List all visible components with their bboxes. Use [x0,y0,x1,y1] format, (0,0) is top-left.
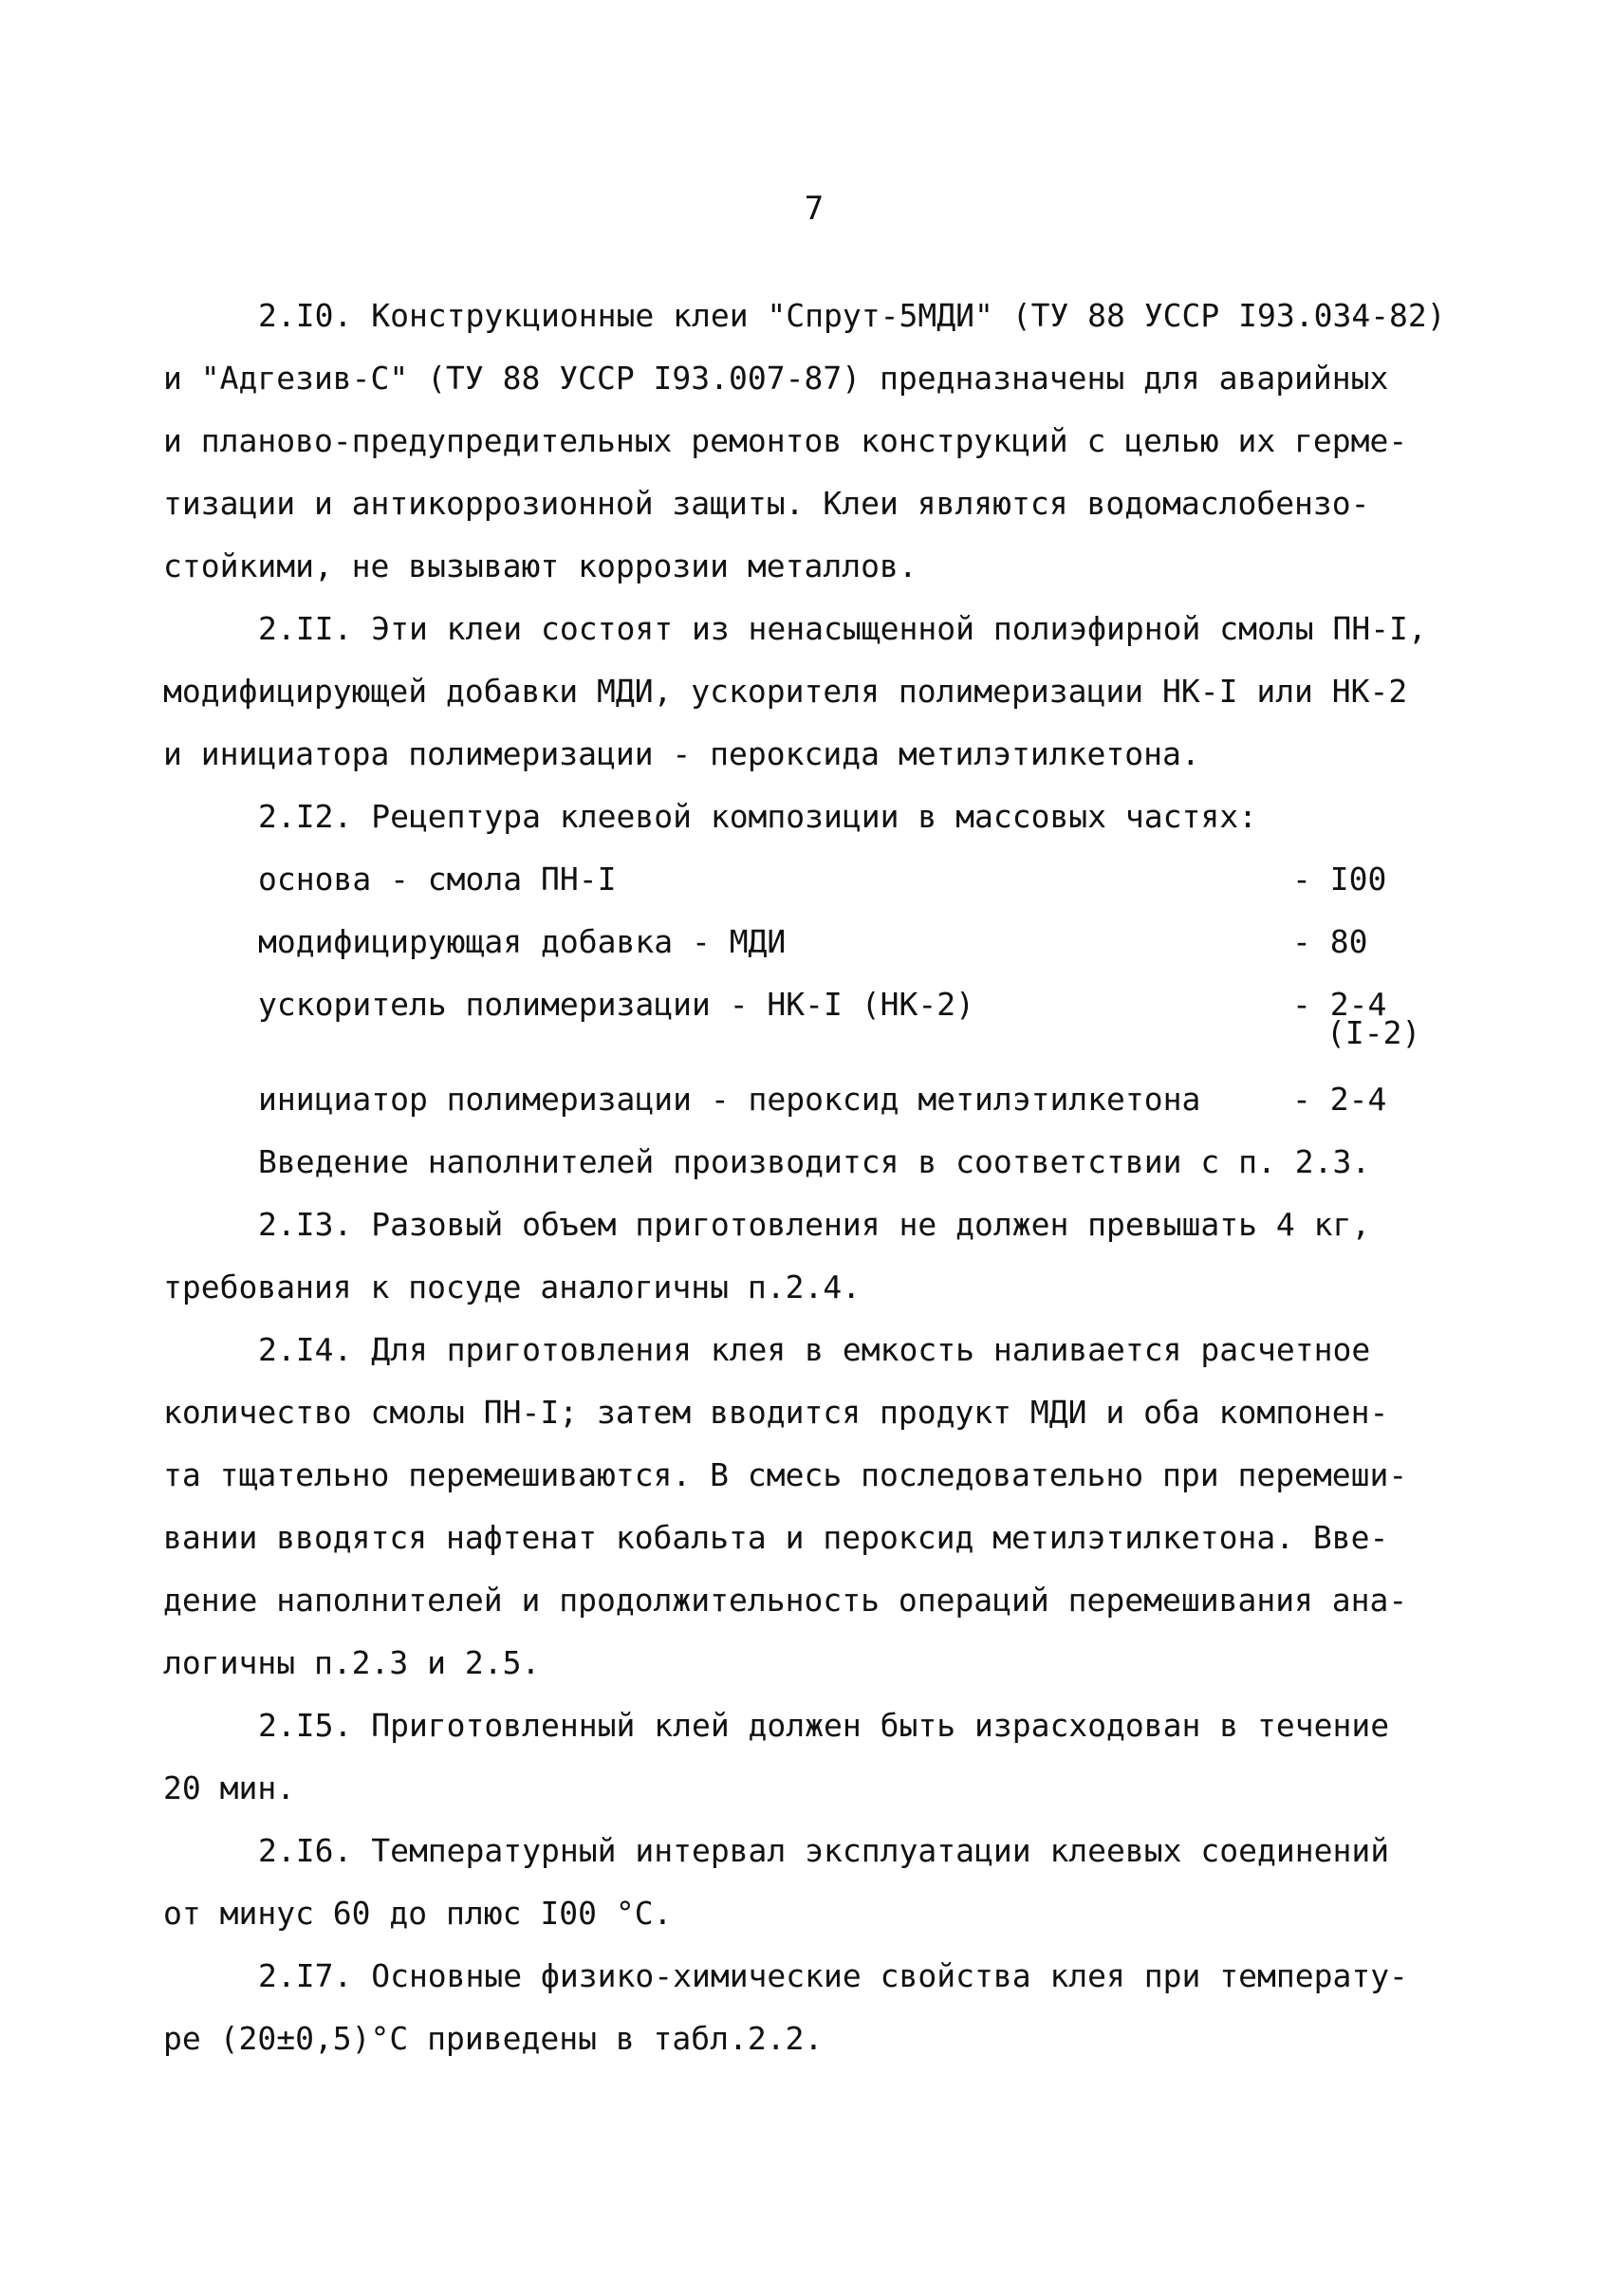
paragraph-2-10 [163,285,1454,598]
recipe-row [258,848,1435,911]
paragraph-2-15 [163,1694,1454,1820]
document-body [163,285,1454,2070]
recipe-amount-main: - 2-4 [1292,986,1387,1023]
text-line: от минус 60 до плюс I00 °С. [163,1895,673,1932]
paragraph-2-14 [163,1319,1454,1694]
text-line: 2.I5. Приготовленный клей должен быть израсходован в течение [258,1707,1390,1744]
recipe-amount-alt: (I-2) [1326,1014,1421,1051]
text-line: 2.II. Эти клеи состоят из ненасыщенной полиэфирной смолы ПН-I, [258,610,1427,647]
recipe-component: ускоритель полимеризации - НК-I (НК-2) [258,986,974,1023]
text-line: количество смолы ПН-I; затем вводится продукт МДИ и оба компонен- [163,1394,1389,1431]
paragraph-2-13 [163,1194,1454,1319]
recipe-row [258,1068,1435,1131]
text-line: 2.I7. Основные физико-химические свойства клея при температу- [258,1957,1408,1994]
text-line: та тщательно перемешиваются. В смесь последовательно при перемеши- [163,1456,1408,1493]
recipe-amount [1292,973,1435,1068]
recipe-amount: - 80 [1292,923,1368,960]
text-line: 2.I3. Разовый объем приготовления не должен превышать 4 кг, [258,1206,1371,1243]
text-line: стойкими, не вызывают коррозии металлов. [163,547,918,584]
text-line: 2.I0. Конструкционные клеи "Спрут-5МДИ" (ТУ 88 УССР I93.034-82) [258,297,1446,334]
recipe-component: основа - смола ПН-I [258,861,617,898]
text-line: и планово-предупредительных ремонтов конструкций с целью их герме- [163,422,1408,459]
text-line: и инициатора полимеризации - пероксида метилэтилкетона. [163,735,1200,772]
recipe-amount: - 2-4 [1292,1081,1387,1118]
recipe-note: Введение наполнителей производится в соответствии с п. 2.3. [258,1143,1371,1180]
text-line: дение наполнителей и продолжительность операций перемешивания ана- [163,1582,1408,1619]
text-line: 2.I6. Температурный интервал эксплуатации клеевых соединений [258,1832,1390,1869]
text-line: вании вводятся нафтенат кобальта и пероксид метилэтилкетона. Вве- [163,1519,1389,1556]
text-line: логичны п.2.3 и 2.5. [163,1644,541,1681]
recipe-heading: 2.I2. Рецептура клеевой композиции в массовых частях: [258,798,1257,835]
recipe-row [258,911,1435,973]
text-line: модифицирующей добавки МДИ, ускорителя полимеризации НК-I или НК-2 [163,673,1408,710]
page-number: 7 [804,190,825,228]
recipe-amount: - I00 [1292,861,1387,898]
text-line: требования к посуде аналогичны п.2.4. [163,1268,862,1305]
recipe-component: инициатор полимеризации - пероксид метилэтилкетона [258,1081,1201,1118]
paragraph-2-12 [163,786,1454,848]
recipe-note-row [258,1131,1435,1194]
recipe-row [258,973,1435,1068]
text-line: 20 мин. [163,1769,296,1806]
text-line: 2.I4. Для приготовления клея в емкость наливается расчетное [258,1331,1371,1368]
paragraph-2-17 [163,1945,1454,2070]
text-line: и "Адгезив-С" (ТУ 88 УССР I93.007-87) предназначены для аварийных [163,360,1389,397]
text-line: ре (20±0,5)°С приведены в табл.2.2. [163,2020,824,2057]
recipe-list [163,848,1454,1194]
recipe-component: модифицирующая добавка - МДИ [258,923,787,960]
paragraph-2-16 [163,1820,1454,1945]
text-line: тизации и антикоррозионной защиты. Клеи являются водомаслобензо- [163,485,1370,522]
paragraph-2-11 [163,598,1454,786]
